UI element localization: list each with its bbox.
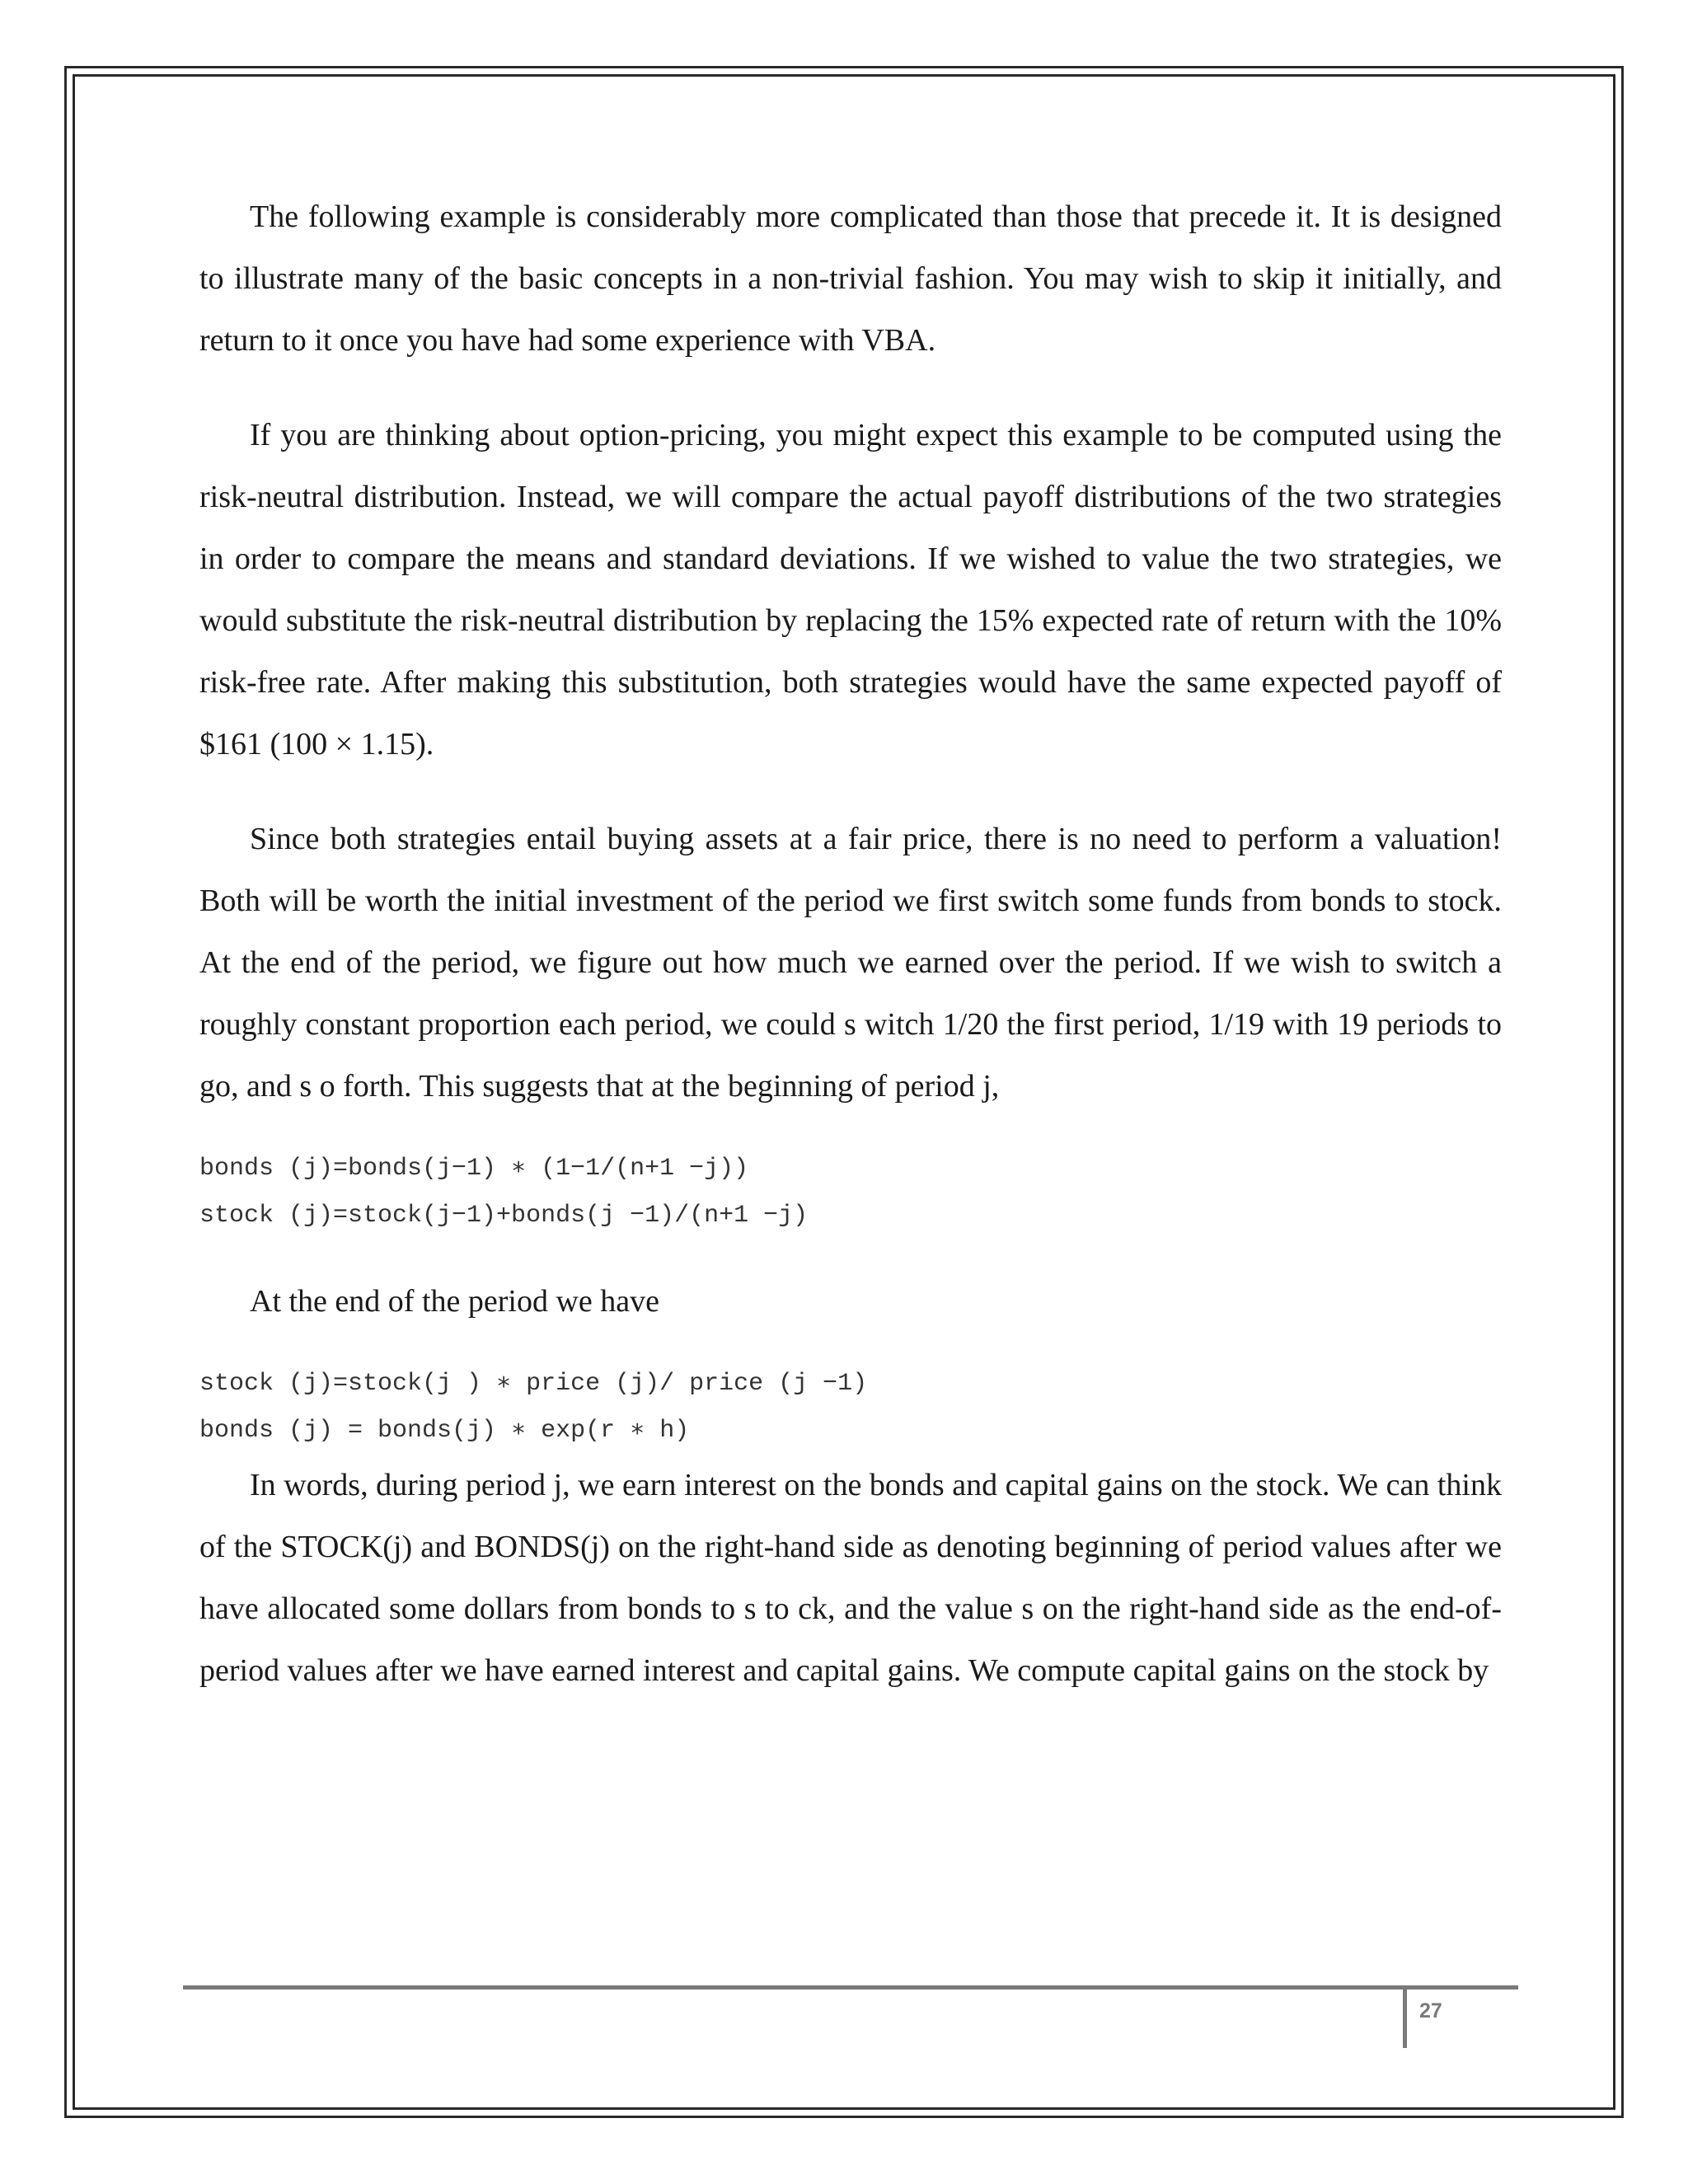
code-block-beginning xyxy=(199,1146,1502,1240)
page-number: 27 xyxy=(1419,1999,1442,2022)
code-line: stock (j)=stock(j−1)+bonds(j −1)/(n+1 −j) xyxy=(199,1202,809,1230)
code-line: bonds (j)=bonds(j−1) ∗ (1−1/(n+1 −j)) xyxy=(199,1155,749,1183)
paragraph-intro: The following example is considerably more complicated than those that precede it. It is designed to illustrate many of the basic concepts in a non-trivial fashion. You may wish to skip it initially, and return to it once you have had some experience with VBA. xyxy=(199,199,1502,358)
footer-divider xyxy=(1403,1985,1407,2048)
code-line: stock (j)=stock(j ) ∗ price (j)/ price (j −1) xyxy=(199,1370,868,1398)
page-body xyxy=(199,186,1502,1702)
paragraph-end-of-period: At the end of the period we have xyxy=(250,1284,659,1319)
code-line: bonds (j) = bonds(j) ∗ exp(r ∗ h) xyxy=(199,1417,690,1445)
paragraph-strategies: Since both strategies entail buying assets at a fair price, there is no need to perform a valuation! Both will be worth the initial investment of the period we first switch some funds from bonds to stock. At the end of the period, we figure out how much we earned over the period. If we wish to switch a roughly constant proportion each period, we could s witch 1/20 the first period, 1/19 with 19 periods to go, and s o forth. This suggests that at the beginning of period j, xyxy=(199,822,1502,1104)
footer-rule xyxy=(183,1985,1518,1990)
paragraph-option-pricing: If you are thinking about option-pricing, you might expect this example to be computed using the risk-neutral distribution. Instead, we will compare the actual payoff distributions of the two strategies in order to compare the means and standard deviations. If we wished to value the two strategies, we would substitute the risk-neutral distribution by replacing the 15% expected rate of return with the 10% risk-free rate. After making this substitution, both strategies would have the same expected payoff of $161 (100 × 1.15). xyxy=(199,418,1502,762)
paragraph-in-words: In words, during period j, we earn interest on the bonds and capital gains on the stock. We can think of the STOCK(j) and BONDS(j) on the right-hand side as denoting beginning of period values after we have allocated some dollars from bonds to s to ck, and the value s on the right-hand side as the end-of-period values after we have earned interest and capital gains. We compute capital gains on the stock by xyxy=(199,1468,1502,1688)
code-block-end xyxy=(199,1361,1502,1455)
